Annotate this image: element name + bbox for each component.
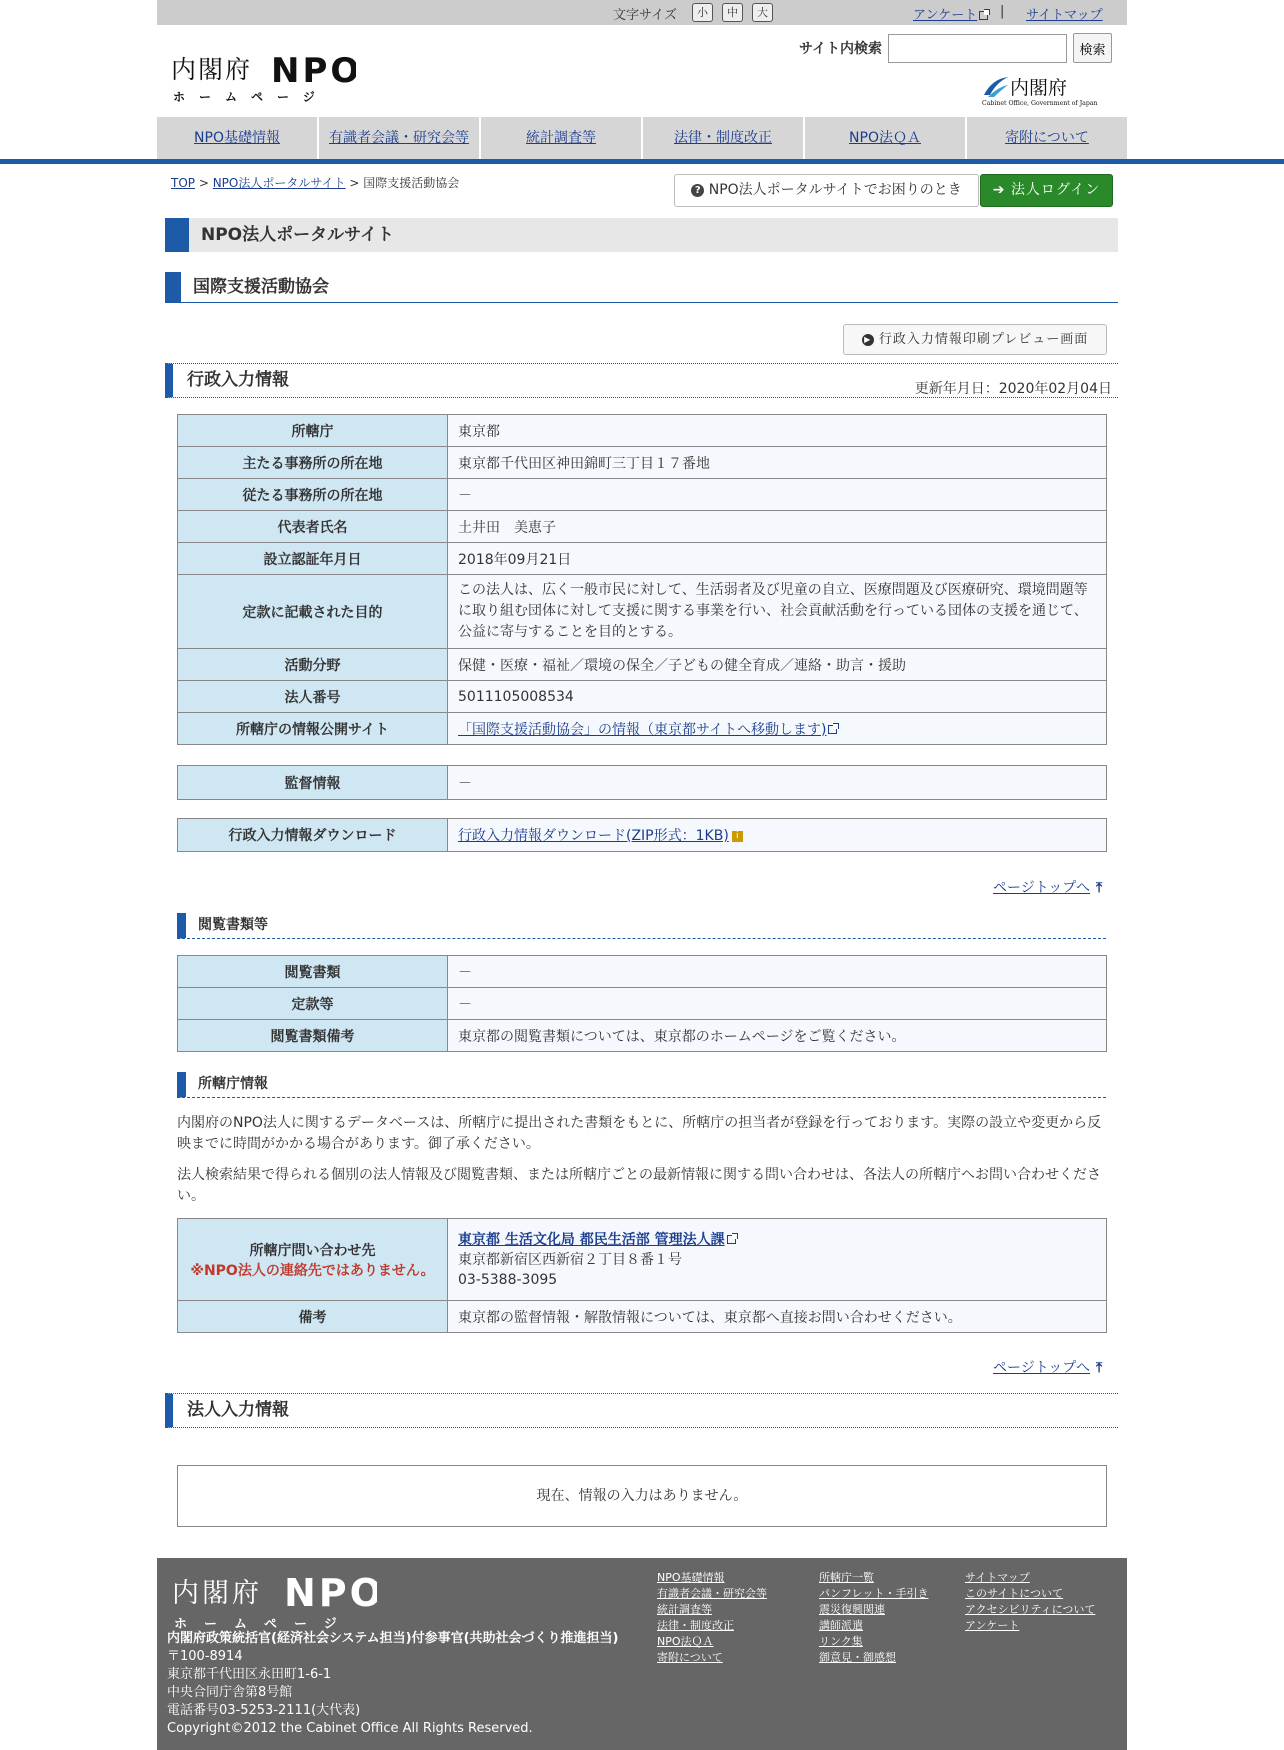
table-row	[178, 681, 1107, 713]
page-top-label[interactable]: ページトップへ	[993, 880, 1091, 896]
external-link-icon	[727, 1235, 736, 1244]
search-button[interactable]: 検索	[1073, 33, 1112, 63]
authority-paragraph: 法人検索結果で得られる個別の法人情報及び閲覧書類、または所轄庁ごとの最新情報に関する問い合わせは、各法人の所轄庁へお問い合わせください。	[177, 1167, 1101, 1204]
row-key: 閲覧書類備考	[178, 1020, 448, 1052]
contact-address: 東京都新宿区西新宿２丁目８番１号	[458, 1251, 682, 1268]
footer-link[interactable]: NPO基礎情報	[657, 1571, 725, 1584]
row-value: 保健・医療・福祉／環境の保全／子どもの健全育成／連絡・助言・援助	[448, 649, 1107, 681]
footer-logo-kanji: 内閣府	[172, 1578, 262, 1609]
footer-link[interactable]: 所轄庁一覧	[819, 1571, 874, 1584]
logo-npo: NPO	[271, 51, 356, 91]
breadcrumb	[171, 174, 459, 191]
footer-link[interactable]: アンケート	[965, 1619, 1020, 1632]
footer-logo-sub: ホームページ	[174, 1617, 354, 1632]
row-value	[448, 1219, 1107, 1301]
row-value: 東京都千代田区神田錦町三丁目１７番地	[448, 447, 1107, 479]
table-row	[178, 766, 1107, 800]
row-value: 2018年09月21日	[448, 543, 1107, 575]
organization-title: 国際支援活動協会	[165, 272, 1118, 303]
corp-login-button[interactable]	[980, 174, 1113, 207]
topbar-separator: |	[1000, 4, 1005, 19]
footer-phone: 電話番号03-5253-2111(大代表)	[167, 1703, 361, 1718]
supervision-table	[177, 765, 1107, 800]
row-key: 行政入力情報ダウンロード	[178, 819, 448, 852]
table-row	[178, 956, 1107, 988]
row-key: 活動分野	[178, 649, 448, 681]
table-row	[178, 1219, 1107, 1301]
section-admin-info: 行政入力情報	[165, 363, 1118, 398]
row-value: 東京都の閲覧書類については、東京都のホームページをご覧ください。	[448, 1020, 1107, 1052]
admin-info-table	[177, 414, 1107, 745]
row-value	[448, 713, 1107, 745]
font-small-button[interactable]: 小	[692, 3, 713, 22]
table-row	[178, 819, 1107, 852]
table-row	[178, 1020, 1107, 1052]
no-info-message: 現在、情報の入力はありません。	[177, 1465, 1107, 1527]
breadcrumb-separator: >	[345, 176, 364, 190]
logo-kanji: 内閣府	[171, 55, 253, 84]
sitemap-link[interactable]: サイトマップ	[1026, 8, 1103, 23]
contact-key: 所轄庁問い合わせ先	[249, 1242, 376, 1259]
row-value: 東京都の監督情報・解散情報については、東京都へ直接お問い合わせください。	[448, 1301, 1107, 1333]
nav-statistics[interactable]: 統計調査等	[481, 117, 643, 159]
help-button[interactable]	[674, 174, 979, 207]
contact-table	[177, 1218, 1107, 1333]
logo-sub: ホームページ	[173, 90, 329, 104]
arrow-circle-icon: ▶	[862, 334, 874, 346]
table-row	[178, 447, 1107, 479]
row-key: 所轄庁の情報公開サイト	[178, 713, 448, 745]
cabinet-office-logo[interactable]	[982, 73, 1112, 108]
header-divider	[0, 159, 1284, 164]
footer-logo[interactable]	[172, 1568, 377, 1632]
arrow-up-icon: ⤒	[1096, 880, 1103, 896]
disclosure-site-link[interactable]: 「国際支援活動協会」の情報（東京都サイトへ移動します)	[458, 721, 827, 738]
row-key: 定款に記載された目的	[178, 575, 448, 649]
updated-date: 更新年月日：2020年02月04日	[914, 381, 1112, 397]
footer-link[interactable]: NPO法ＱＡ	[657, 1635, 714, 1648]
login-icon: ➔	[992, 182, 1006, 198]
row-value	[448, 819, 1107, 852]
row-key: 設立認証年月日	[178, 543, 448, 575]
survey-link-text[interactable]: アンケート	[913, 8, 978, 23]
contact-warning: ※NPO法人の連絡先ではありません。	[190, 1262, 435, 1279]
site-search-label: サイト内検索	[799, 41, 883, 57]
row-key: 従たる事務所の所在地	[178, 479, 448, 511]
login-button-label: 法人ログイン	[1010, 182, 1101, 198]
section-authority: 所轄庁情報	[177, 1072, 1106, 1098]
top-utility-bar	[157, 0, 1127, 25]
page-top-link[interactable]	[993, 1357, 1102, 1377]
row-value: －	[448, 956, 1107, 988]
footer-link[interactable]: サイトマップ	[965, 1571, 1030, 1584]
table-row	[178, 543, 1107, 575]
npo-homepage-logo[interactable]	[171, 45, 356, 105]
nav-npo-basics[interactable]: NPO基礎情報	[157, 117, 319, 159]
section-documents: 閲覧書類等	[177, 913, 1106, 939]
external-link-icon	[828, 725, 837, 734]
font-medium-button[interactable]: 中	[722, 3, 743, 22]
row-value: 土井田 美恵子	[448, 511, 1107, 543]
table-row	[178, 415, 1107, 447]
section-corp-info: 法人入力情報	[165, 1393, 1118, 1428]
nav-expert-meetings[interactable]: 有識者会議・研究会等	[319, 117, 481, 159]
survey-link[interactable]	[913, 4, 988, 23]
row-key: 主たる事務所の所在地	[178, 447, 448, 479]
global-nav	[157, 117, 1127, 159]
row-key: 法人番号	[178, 681, 448, 713]
footer-link[interactable]: パンフレット・手引き	[819, 1587, 929, 1600]
nav-donation[interactable]: 寄附について	[1005, 130, 1089, 146]
nav-law-reform[interactable]: 法律・制度改正	[643, 117, 805, 159]
table-row	[178, 713, 1107, 745]
row-value: －	[448, 766, 1107, 800]
footer-logo-npo: NPO	[284, 1571, 377, 1615]
footer-links-col3	[965, 1570, 1095, 1634]
page-top-label[interactable]: ページトップへ	[993, 1360, 1091, 1376]
table-row	[178, 1301, 1107, 1333]
table-row	[178, 649, 1107, 681]
font-size-label: 文字サイズ	[613, 8, 677, 23]
row-key: 定款等	[178, 988, 448, 1020]
footer-link[interactable]: 講師派遣	[819, 1619, 863, 1632]
print-preview-label: 行政入力情報印刷プレビュー画面	[878, 332, 1089, 347]
table-row	[178, 479, 1107, 511]
contact-phone: 03-5388-3095	[458, 1271, 558, 1288]
footer-link[interactable]: 有識者会議・研究会等	[657, 1587, 767, 1600]
documents-table	[177, 955, 1107, 1052]
info-icon: i	[732, 831, 743, 842]
authority-dept-link[interactable]: 東京都 生活文化局 都民生活部 管理法人課	[458, 1231, 725, 1248]
footer-links-col2	[819, 1570, 928, 1666]
footer-link[interactable]: このサイトについて	[965, 1587, 1064, 1600]
footer-link[interactable]: 震災復興関連	[819, 1603, 885, 1616]
table-row	[178, 511, 1107, 543]
footer-address-line: 東京都千代田区永田町1-6-1	[167, 1667, 332, 1682]
arrow-up-icon: ⤒	[1096, 1360, 1103, 1376]
row-value: －	[448, 479, 1107, 511]
footer-links-col1	[657, 1570, 767, 1666]
download-table	[177, 818, 1107, 852]
row-key: 監督情報	[178, 766, 448, 800]
breadcrumb-top[interactable]: TOP	[171, 176, 196, 190]
download-zip-link[interactable]: 行政入力情報ダウンロード(ZIP形式：1KB)	[458, 828, 729, 844]
font-large-button[interactable]: 大	[752, 3, 773, 22]
row-value: この法人は、広く一般市民に対して、生活弱者及び児童の自立、医療問題及び医療研究、環境問題等に取り組む団体に対して支援に関する事業を行い、社会貢献活動を行っている団体の支援を通じて、公益に寄与することを目的とする。	[448, 575, 1107, 649]
footer-address	[167, 1630, 618, 1738]
footer-building: 中央合同庁舎第8号館	[167, 1685, 293, 1700]
site-search-input[interactable]	[888, 34, 1067, 63]
help-button-label: NPO法人ポータルサイトでお困りのとき	[708, 182, 962, 198]
page-top-link[interactable]	[993, 877, 1102, 897]
authority-paragraph: 内閣府のNPO法人に関するデータベースは、所轄庁に提出された書類をもとに、所轄庁の担当者が登録を行っております。実際の設立や変更から反映までに時間がかかる場合があります。御了承ください。	[177, 1115, 1102, 1152]
portal-title: NPO法人ポータルサイト	[165, 218, 1118, 252]
row-value: －	[448, 988, 1107, 1020]
breadcrumb-portal[interactable]: NPO法人ポータルサイト	[212, 176, 346, 190]
footer-copyright: Copyright©2012 the Cabinet Office All Rights Reserved.	[167, 1721, 533, 1736]
footer-link[interactable]: リンク集	[819, 1635, 863, 1648]
question-circle-icon: ?	[691, 184, 704, 197]
row-key	[178, 1219, 448, 1301]
footer-link[interactable]: 御意見・御感想	[819, 1651, 896, 1664]
row-value: 東京都	[448, 415, 1107, 447]
footer-link[interactable]: アクセシビリティについて	[965, 1603, 1096, 1616]
cabinet-english: Cabinet Office, Government of Japan	[982, 100, 1098, 107]
footer-link[interactable]: 統計調査等	[657, 1603, 712, 1616]
row-key: 備考	[178, 1301, 448, 1333]
row-key: 代表者氏名	[178, 511, 448, 543]
row-key: 閲覧書類	[178, 956, 448, 988]
table-row	[178, 575, 1107, 649]
breadcrumb-separator: >	[195, 176, 213, 190]
external-link-icon	[979, 11, 988, 20]
footer-postal: 〒100-8914	[167, 1649, 243, 1664]
row-value: 5011105008534	[448, 681, 1107, 713]
cabinet-name: 内閣府	[1010, 77, 1068, 99]
footer-org: 内閣府政策統括官(経済社会システム担当)付参事官(共助社会づくり推進担当)	[167, 1631, 619, 1646]
nav-npo-qa[interactable]: NPO法ＱＡ	[805, 117, 967, 159]
breadcrumb-current: 国際支援活動協会	[363, 176, 460, 190]
row-key: 所轄庁	[178, 415, 448, 447]
footer-link[interactable]: 寄附について	[657, 1651, 723, 1664]
footer-link[interactable]: 法律・制度改正	[657, 1619, 734, 1632]
print-preview-button[interactable]	[843, 324, 1107, 355]
table-row	[178, 988, 1107, 1020]
footer	[157, 1558, 1127, 1750]
